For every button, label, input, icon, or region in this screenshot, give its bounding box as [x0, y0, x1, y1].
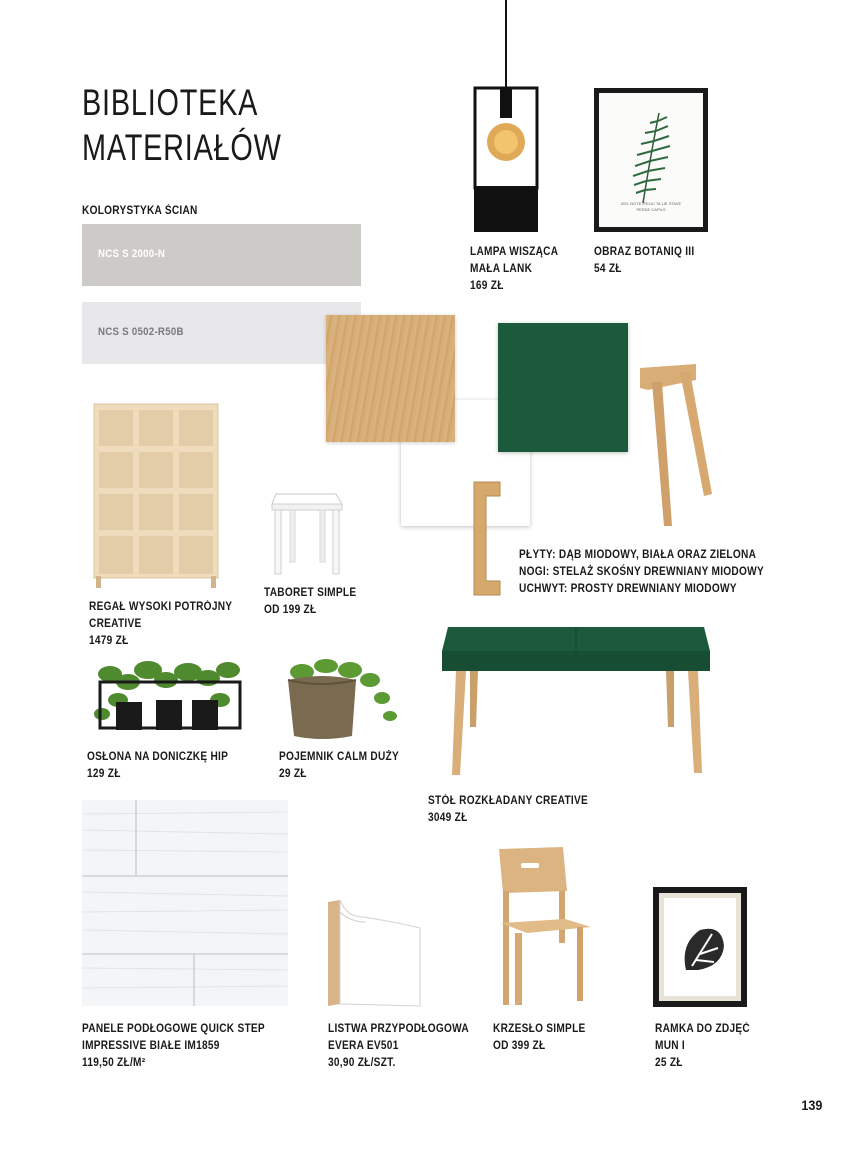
product-price: 54 ZŁ: [594, 263, 622, 275]
product-price: 29 ZŁ: [279, 768, 307, 780]
table-caption: [428, 793, 588, 827]
page-number: 139: [800, 1097, 822, 1113]
page-title-line2: MATERIAŁÓW: [82, 127, 282, 168]
product-name: EVERA EV501: [328, 1040, 399, 1052]
materials-line: UCHWYT: PROSTY DREWNIANY MIODOWY: [519, 583, 737, 595]
product-name: OSŁONA NA DONICZKĘ HIP: [87, 751, 229, 763]
page-title-line1: BIBLIOTEKA: [82, 82, 259, 123]
floor-caption: [82, 1021, 265, 1072]
planter-caption: [87, 749, 228, 783]
product-name: POJEMNIK CALM DUŻY: [279, 751, 400, 763]
shelf-caption: [89, 599, 232, 650]
swatch-label: NCS S 2000-N: [98, 248, 166, 260]
page-title: [82, 80, 316, 170]
poster-caption: [594, 244, 694, 278]
skirting-caption: [328, 1021, 469, 1072]
poster-frame: [594, 88, 708, 232]
product-name: IMPRESSIVE BIAŁE IM1859: [82, 1040, 220, 1052]
frame-caption: [655, 1021, 750, 1072]
product-name: LAMPA WISZĄCA: [470, 246, 559, 258]
handle-sample: [472, 480, 502, 597]
oak-board-sample: [326, 315, 455, 442]
materials-line: NOGI: STELAŻ SKOŚNY DREWNIANY MIODOWY: [519, 566, 764, 578]
product-price: 3049 ZŁ: [428, 812, 468, 824]
product-name: LISTWA PRZYPODŁOGOWA: [328, 1023, 469, 1035]
product-name: RAMKA DO ZDJĘĆ: [655, 1023, 750, 1035]
materials-line: PŁYTY: DĄB MIODOWY, BIAŁA ORAZ ZIELONA: [519, 549, 757, 561]
monstera-leaf-icon: [678, 924, 726, 974]
product-name: REGAŁ WYSOKI POTRÓJNY: [89, 601, 233, 613]
product-price: OD 399 ZŁ: [493, 1040, 546, 1052]
product-name: PANELE PODŁOGOWE QUICK STEP: [82, 1023, 265, 1035]
leg-sample: [636, 360, 716, 530]
product-name: STÓŁ ROZKŁADANY CREATIVE: [428, 795, 589, 807]
poster-text: PERDE CAPILS: [636, 207, 666, 212]
product-name: KRZESŁO SIMPLE: [493, 1023, 586, 1035]
product-name: OBRAZ BOTANIQ III: [594, 246, 695, 258]
swatch-ncs-0502: [82, 302, 361, 364]
stool-image: [270, 490, 346, 578]
product-price: OD 199 ZŁ: [264, 604, 317, 616]
product-price: 25 ZŁ: [655, 1057, 683, 1069]
product-price: 1479 ZŁ: [89, 635, 129, 647]
lamp-image: [470, 0, 540, 235]
stool-caption: [264, 585, 356, 619]
swatch-label: NCS S 0502-R50B: [98, 326, 184, 338]
table-image: [440, 625, 712, 777]
green-board-sample: [498, 323, 628, 452]
product-price: 129 ZŁ: [87, 768, 121, 780]
planter-image: [88, 652, 248, 734]
product-name: TABORET SIMPLE: [264, 587, 357, 599]
chair-caption: [493, 1021, 586, 1055]
skirting-image: [326, 898, 422, 1008]
pot-image: [278, 658, 400, 742]
product-name: CREATIVE: [89, 618, 142, 630]
photo-frame: [653, 887, 747, 1007]
swatch-ncs-2000: [82, 224, 361, 286]
materials-caption: [519, 547, 764, 598]
product-price: 119,50 ZŁ/M²: [82, 1057, 146, 1069]
floor-sample: [82, 800, 288, 1006]
product-name: MUN I: [655, 1040, 686, 1052]
lamp-caption: [470, 244, 558, 295]
poster-text: ZIEL NOTE IFELIC TA LIE STAVE: [620, 201, 682, 206]
product-price: 30,90 ZŁ/SZT.: [328, 1057, 396, 1069]
pot-caption: [279, 749, 399, 783]
shelf-image: [90, 402, 222, 590]
product-name: MAŁA LANK: [470, 263, 533, 275]
section-label: KOLORYSTYKA ŚCIAN: [82, 205, 198, 217]
chair-image: [497, 845, 593, 1009]
product-price: 169 ZŁ: [470, 280, 504, 292]
